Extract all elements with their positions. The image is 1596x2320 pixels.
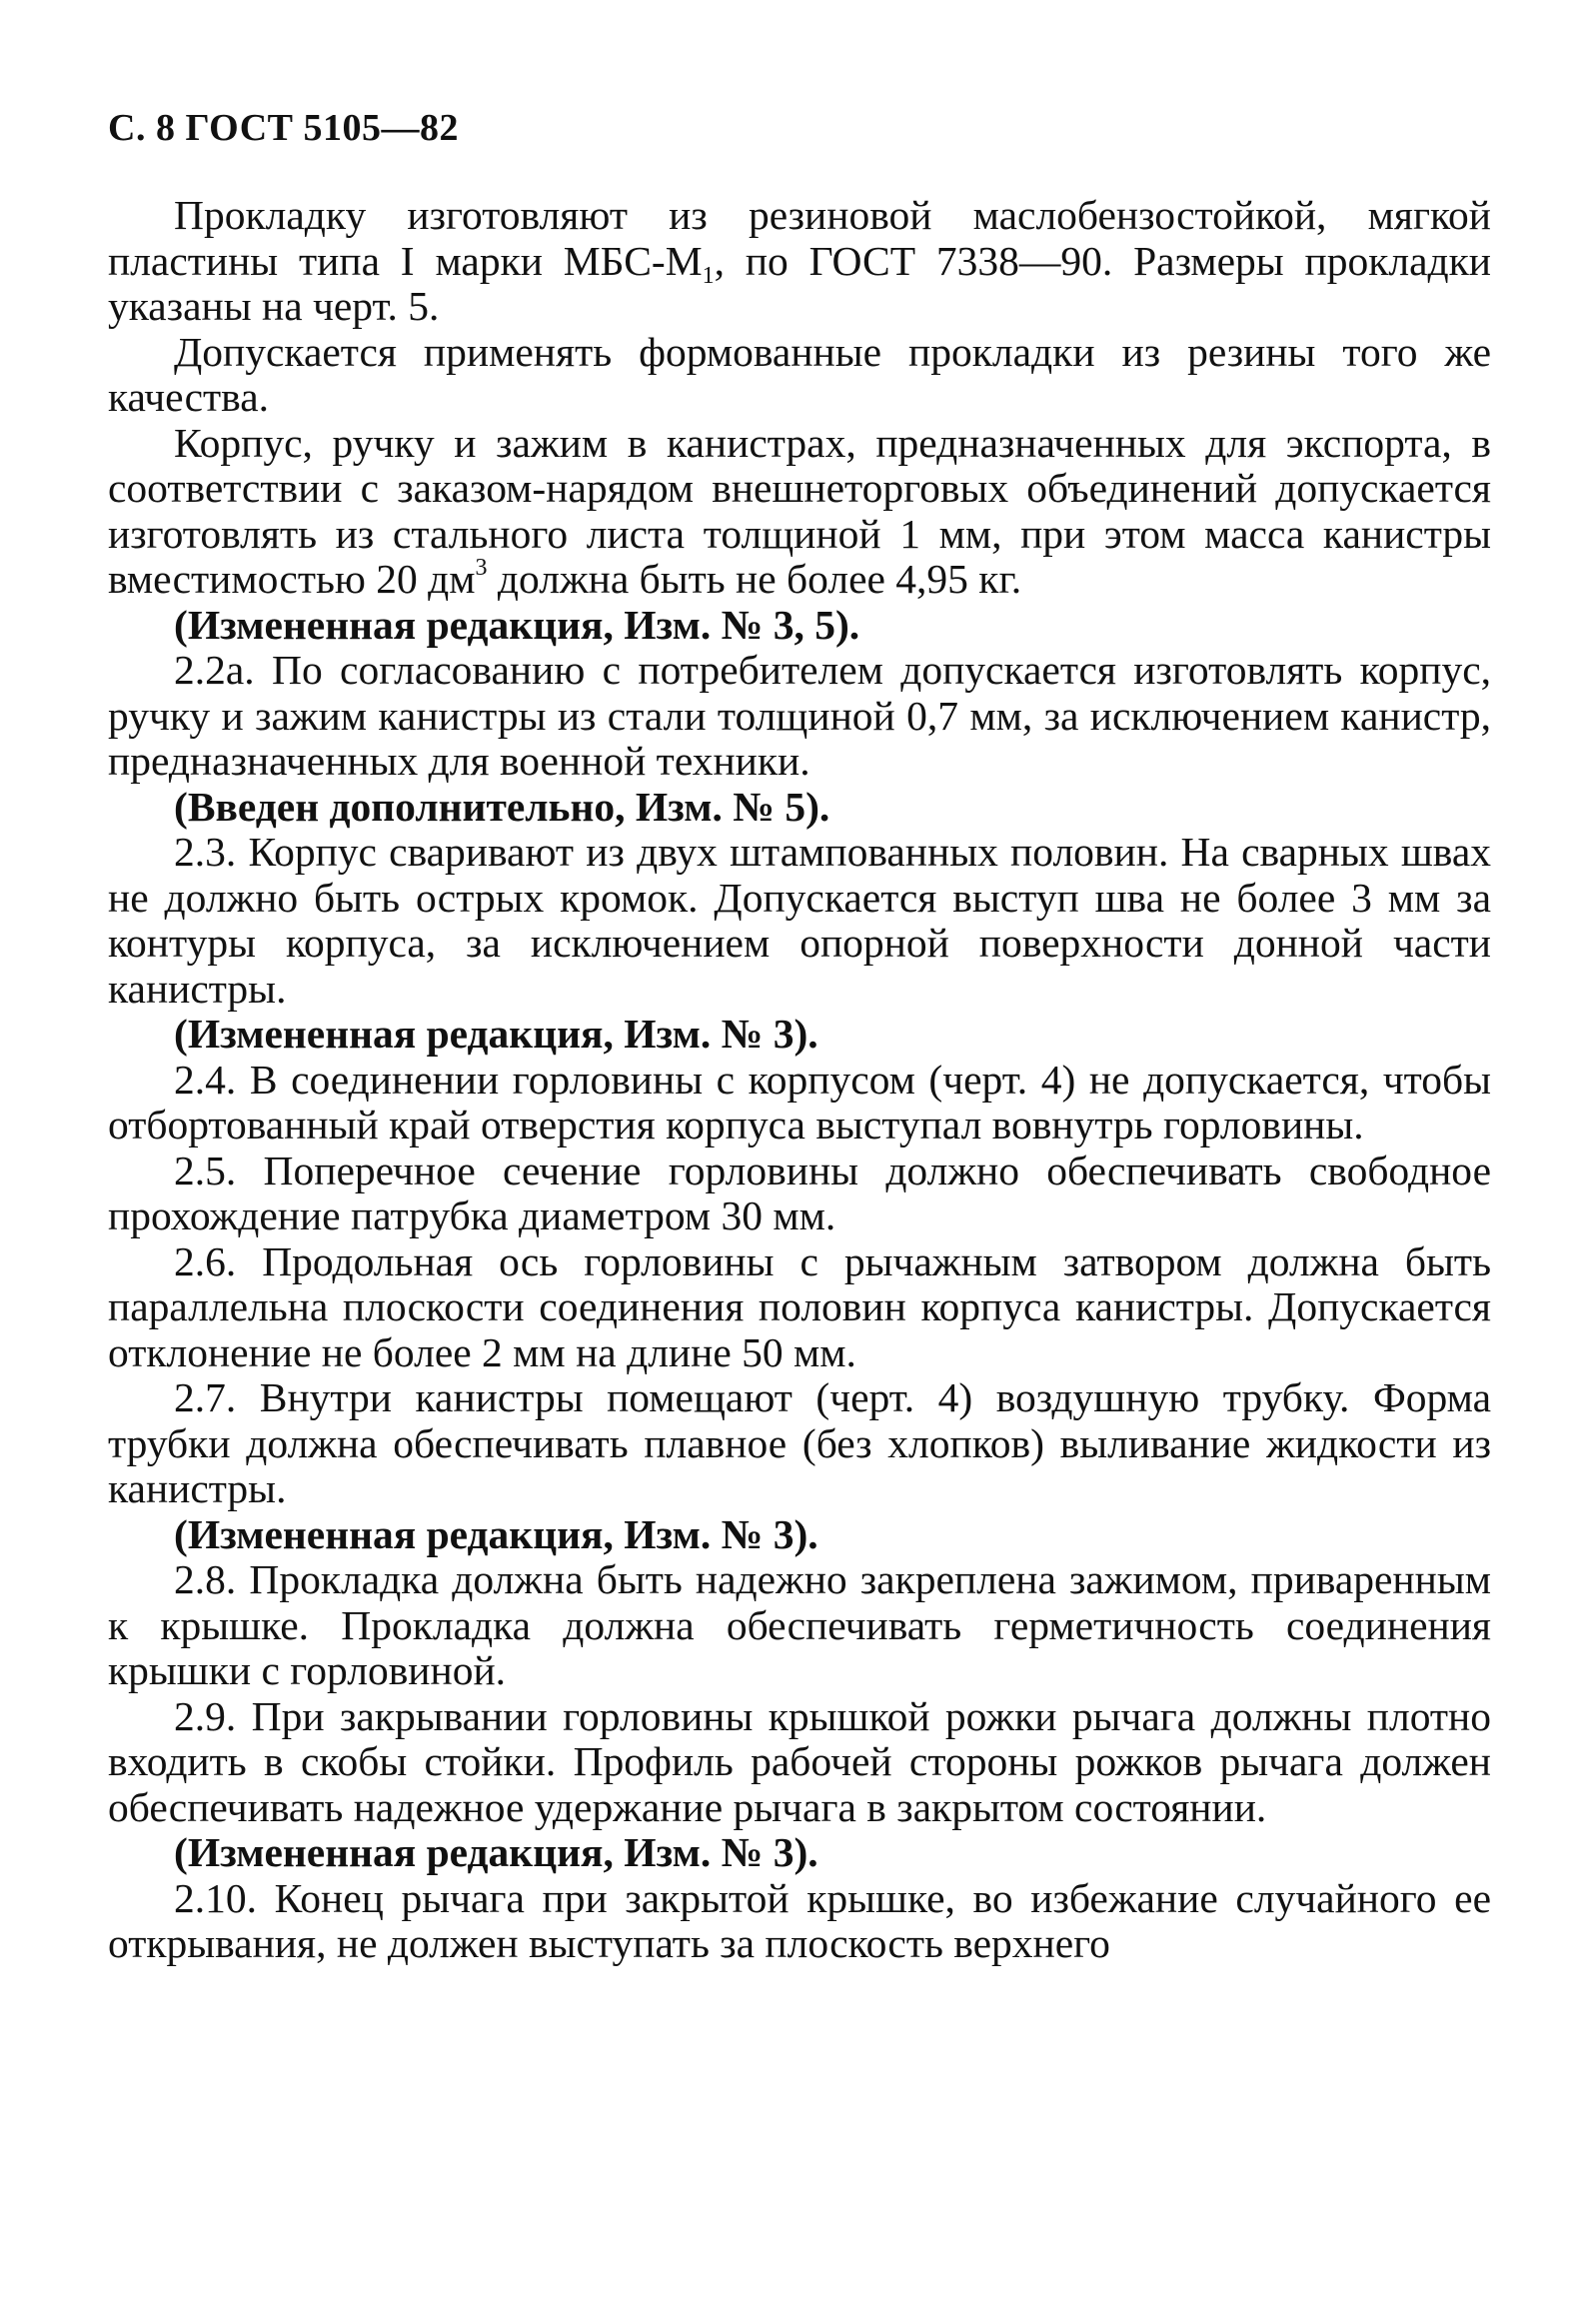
amendment-note (108, 785, 1491, 831)
text-segment: , по ГОСТ 7338—90. Размеры прокладки указаны на черт. 5. (108, 237, 1491, 329)
text-segment: 2.10. Конец рычага при закрытой крышке, во избежание случайного ее открывания, не должен выступать за плоскость верхнего (108, 1874, 1491, 1966)
text-segment: (Измененная редакция, Изм. № 3, 5). (174, 601, 860, 648)
text-segment: 2.8. Прокладка должна быть надежно закреплена зажимом, приваренным к крышке. Прокладка должна обеспечивать герметичность соединения крышки с горловиной. (108, 1556, 1491, 1693)
paragraph (108, 1058, 1491, 1149)
paragraph (108, 830, 1491, 1012)
text-segment: 2.2а. По согласованию с потребителем допускается изготовлять корпус, ручку и зажим канистры из стали толщиной 0,7 мм, за исключением канистр, предназначенных для военной техники. (108, 647, 1491, 784)
text-segment: 2.3. Корпус сваривают из двух штампованных половин. На сварных швах не должно быть острых кромок. Допускается выступ шва не более 3 мм за контуры корпуса, за исключением опорной поверхности донной части канистры. (108, 829, 1491, 1012)
text-segment: 2.9. При закрывании горловины крышкой рожки рычага должны плотно входить в скобы стойки. Профиль рабочей стороны рожков рычага должен обеспечивать надежное удержание рычага в закрытом состоянии. (108, 1692, 1491, 1830)
paragraph (108, 1557, 1491, 1694)
document-body (108, 193, 1491, 1967)
paragraph (108, 1375, 1491, 1512)
page-header: С. 8 ГОСТ 5105—82 (108, 107, 459, 149)
text-segment: (Измененная редакция, Изм. № 3). (174, 1510, 818, 1557)
paragraph (108, 193, 1491, 330)
amendment-note (108, 1512, 1491, 1558)
text-segment: Прокладку изготовляют из резиновой маслобензостойкой, мягкой пластины типа I марки МБС-М (108, 192, 1491, 284)
amendment-note (108, 603, 1491, 649)
text-segment: должна быть не более 4,95 кг. (487, 556, 1022, 602)
text-segment: (Измененная редакция, Изм. № 3). (174, 1829, 818, 1875)
text-segment: 2.6. Продольная ось горловины с рычажным затвором должна быть параллельна плоскости соединения половин корпуса канистры. Допускается отклонение не более 2 мм на длине 50 мм. (108, 1237, 1491, 1375)
paragraph (108, 648, 1491, 785)
paragraph (108, 1149, 1491, 1239)
amendment-note (108, 1012, 1491, 1058)
text-segment: (Введен дополнительно, Изм. № 5). (174, 783, 830, 830)
subscript: 1 (702, 262, 715, 289)
paragraph (108, 421, 1491, 603)
text-segment: 2.4. В соединении горловины с корпусом (черт. 4) не допускается, чтобы отбортованный край отверстия корпуса выступал вовнутрь горловины. (108, 1056, 1491, 1148)
text-segment: 2.7. Внутри канистры помещают (черт. 4) воздушную трубку. Форма трубки должна обеспечивать плавное (без хлопков) выливание жидкости из канистры. (108, 1374, 1491, 1511)
text-segment: Допускается применять формованные прокладки из резины того же качества. (108, 328, 1491, 420)
paragraph (108, 330, 1491, 421)
paragraph (108, 1239, 1491, 1376)
amendment-note (108, 1830, 1491, 1876)
text-segment: Корпус, ручку и зажим в канистрах, предназначенных для экспорта, в соответствии с заказом-нарядом внешнеторговых объединений допускается изготовлять из стального листа толщиной 1 мм, при этом масса канистры вместимостью 20 дм (108, 419, 1491, 602)
text-segment: 2.5. Поперечное сечение горловины должно обеспечивать свободное прохождение патрубка диаметром 30 мм. (108, 1147, 1491, 1238)
text-segment: (Измененная редакция, Изм. № 3). (174, 1011, 818, 1057)
superscript: 3 (475, 555, 488, 581)
paragraph (108, 1876, 1491, 1967)
paragraph (108, 1694, 1491, 1831)
